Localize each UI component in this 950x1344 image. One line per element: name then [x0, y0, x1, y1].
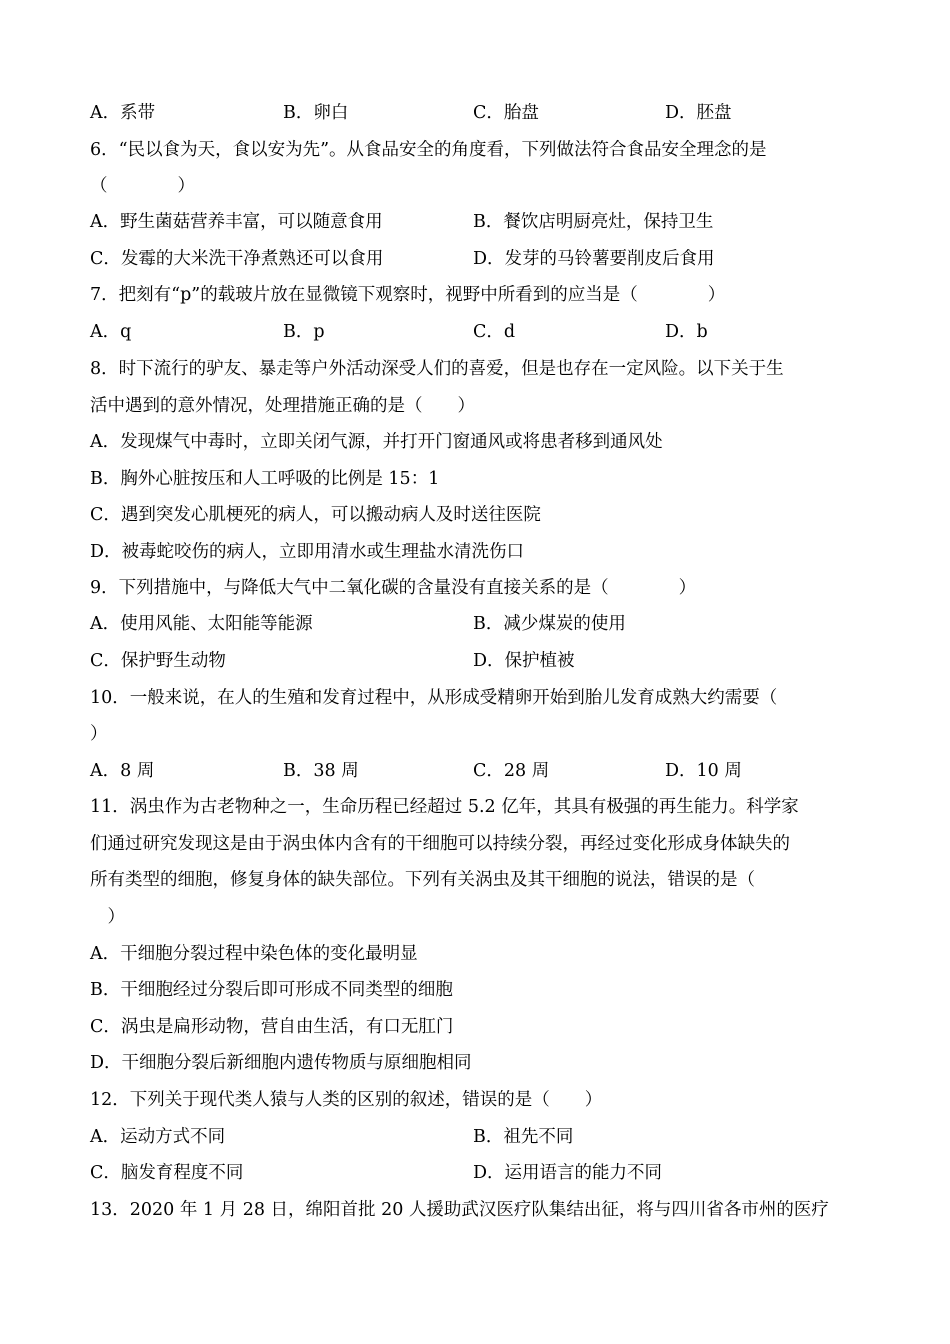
- q10-option-b: B．38 周: [283, 761, 359, 781]
- q9-option-b: B．减少煤炭的使用: [473, 614, 626, 634]
- q10-option-c: C．28 周: [473, 761, 550, 781]
- q12-option-c: C．脑发育程度不同: [90, 1163, 244, 1183]
- q8-stem-line-1: 8．时下流行的驴友、暴走等户外活动深受人们的喜爱，但是也存在一定风险。以下关于生: [90, 359, 784, 379]
- q8-option-d: D．被毒蛇咬伤的病人，立即用清水或生理盐水清洗伤口: [90, 542, 525, 562]
- q5-option-b: B．卵白: [283, 103, 349, 123]
- q8-option-c: C．遇到突发心肌梗死的病人，可以搬动病人及时送往医院: [90, 505, 541, 525]
- q7-option-a: A．q: [90, 322, 132, 342]
- q11-stem-line-4: ）: [90, 907, 125, 927]
- q10-stem-line-1: 10．一般来说，在人的生殖和发育过程中，从形成受精卵开始到胎儿发育成熟大约需要（: [90, 688, 778, 708]
- q11-option-c: C．涡虫是扁形动物，营自由生活，有口无肛门: [90, 1017, 454, 1037]
- q6-option-a: A．野生菌菇营养丰富，可以随意食用: [90, 212, 383, 232]
- q7-option-b: B．p: [283, 322, 325, 342]
- q10-option-a: A．8 周: [90, 761, 155, 781]
- q7-option-c: C．d: [473, 322, 516, 342]
- q11-stem-line-1: 11．涡虫作为古老物种之一，生命历程已经超过 5.2 亿年，其具有极强的再生能力。科学家: [90, 797, 799, 817]
- q10-option-d: D．10 周: [665, 761, 742, 781]
- q9-stem: 9．下列措施中，与降低大气中二氧化碳的含量没有直接关系的是（ ）: [90, 578, 697, 598]
- q11-option-d: D．干细胞分裂后新细胞内遗传物质与原细胞相同: [90, 1053, 472, 1073]
- q13-stem-line-1: 13．2020 年 1 月 28 日，绵阳首批 20 人援助武汉医疗队集结出征，将与四川省各市州的医疗: [90, 1200, 829, 1220]
- q11-stem-line-3: 所有类型的细胞，修复身体的缺失部位。下列有关涡虫及其干细胞的说法，错误的是（: [90, 870, 755, 890]
- q5-option-d: D．胚盘: [665, 103, 732, 123]
- q9-option-c: C．保护野生动物: [90, 651, 226, 671]
- q7-option-d: D．b: [665, 322, 708, 342]
- q5-option-c: C．胎盘: [473, 103, 539, 123]
- q12-option-d: D．运用语言的能力不同: [473, 1163, 663, 1183]
- q10-stem-line-2: ）: [90, 724, 108, 744]
- q6-stem-line-1: 6．“民以食为天，食以安为先”。从食品安全的角度看，下列做法符合食品安全理念的是: [90, 140, 767, 160]
- q8-stem-line-2: 活中遇到的意外情况，处理措施正确的是（ ）: [90, 396, 475, 416]
- q5-option-a: A．系带: [90, 103, 156, 123]
- q11-stem-line-2: 们通过研究发现这是由于涡虫体内含有的干细胞可以持续分裂，再经过变化形成身体缺失的: [90, 834, 790, 854]
- q9-option-d: D．保护植被: [473, 651, 575, 671]
- q12-option-a: A．运动方式不同: [90, 1127, 226, 1147]
- q6-stem-line-2: （ ）: [90, 176, 195, 196]
- q8-option-a: A．发现煤气中毒时，立即关闭气源，并打开门窗通风或将患者移到通风处: [90, 432, 663, 452]
- q6-option-c: C．发霉的大米洗干净煮熟还可以食用: [90, 249, 384, 269]
- q11-option-a: A．干细胞分裂过程中染色体的变化最明显: [90, 944, 418, 964]
- q8-option-b: B．胸外心脏按压和人工呼吸的比例是 15：1: [90, 469, 440, 489]
- q12-stem: 12．下列关于现代类人猿与人类的区别的叙述，错误的是（ ）: [90, 1090, 603, 1110]
- q9-option-a: A．使用风能、太阳能等能源: [90, 614, 313, 634]
- q6-option-b: B．餐饮店明厨亮灶，保持卫生: [473, 212, 714, 232]
- q12-option-b: B．祖先不同: [473, 1127, 574, 1147]
- q7-stem: 7．把刻有“p”的载玻片放在显微镜下观察时，视野中所看到的应当是（ ）: [90, 285, 726, 305]
- q11-option-b: B．干细胞经过分裂后即可形成不同类型的细胞: [90, 980, 453, 1000]
- q6-option-d: D．发芽的马铃薯要削皮后食用: [473, 249, 715, 269]
